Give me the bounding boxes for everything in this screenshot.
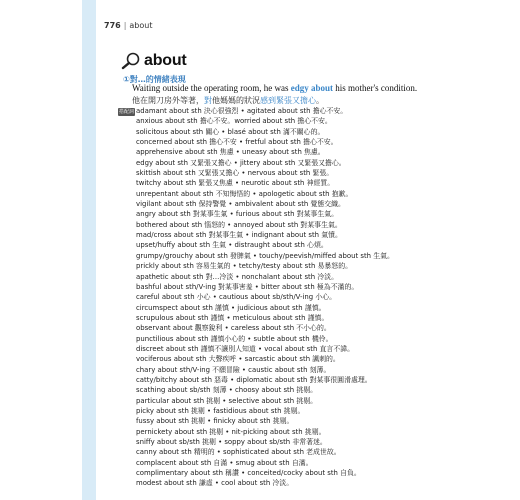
running-head: about	[129, 21, 153, 30]
collocation-line: upset/huffy about sth 生氣 • distraught about sth 心煩。	[136, 241, 328, 250]
example-highlight: edgy about	[290, 83, 334, 93]
collocation-line: complacent about sth 自滿 • smug about sth 自滿。	[136, 458, 313, 467]
collocation-line: chary about sth/V-ing 不願冒險 • caustic about sth 刻薄。	[136, 365, 331, 374]
collocation-line: discreet about sth 謹慎不讓別人知道 • vocal about sth 直言不諱。	[136, 344, 354, 353]
collocation-line: angry about sth 對某事生氣 • furious about sth 對某事生氣。	[136, 210, 339, 219]
collocation-line: circumspect about sth 謹慎 • judicious about sth 謹慎。	[136, 303, 326, 312]
translation-text: 他在開刀房外等著，	[132, 96, 204, 105]
collocation-line: twitchy about sth 緊張又焦慮 • neurotic about sth 神經質。	[136, 179, 335, 188]
collocation-line: scrupulous about sth 謹慎 • meticulous about sth 謹慎。	[136, 313, 329, 322]
book-spine-band	[82, 0, 96, 500]
collocation-line: mad/cross about sth 對某事生氣 • indignant about sth 氣憤。	[136, 231, 342, 240]
collocation-line: sniffy about sb/sth 挑剔 • soppy about sb/sth 非常著迷。	[136, 438, 327, 446]
collocation-line: vociferous about sth 大聲疾呼 • sarcastic about sth 諷刺的。	[136, 355, 340, 364]
translation-text: 他媽媽的狀況	[212, 96, 260, 105]
headword: about	[144, 52, 187, 69]
collocation-line: canny about sth 精明的 • sophisticated about sth 老成世故。	[136, 448, 341, 457]
translation-highlight: 對	[204, 96, 212, 105]
collocation-line: catty/bitchy about sth 惡毒 • diplomatic about sth 對某事很圓滑處理。	[136, 375, 372, 384]
collocation-line: bothered about sth 惱怒的 • annoyed about sth 對某事生氣。	[136, 220, 342, 229]
header-separator: |	[123, 21, 127, 30]
magnifier-icon	[120, 52, 142, 70]
collocation-line: bashful about sth/V-ing 對某事害羞 • bitter about sth 極為不滿的。	[136, 282, 359, 291]
collocation-line: grumpy/grouchy about sth 發脾氣 • touchy/peevish/miffed about sth 生氣。	[136, 251, 394, 260]
collocation-line: skittish about sth 又緊張又擔心 • nervous about sth 緊張。	[136, 169, 334, 178]
collocation-line: complimentary about sth 稱讚 • conceited/cocky about sth 自負。	[136, 469, 361, 478]
collocation-line: adamant about sth 決心很強烈 • agitated about sth 擔心不安。	[136, 107, 348, 115]
collocation-line: fussy about sth 挑剔 • finicky about sth 挑剔。	[136, 417, 294, 426]
collocation-line: particular about sth 挑剔 • selective about sth 挑剔。	[136, 396, 317, 405]
entry-heading	[120, 52, 187, 70]
collocation-line: concerned about sth 擔心不安 • fretful about sth 擔心不安。	[136, 138, 338, 147]
collocation-list	[136, 106, 394, 489]
collocation-line: edgy about sth 又緊張又擔心 • jittery about sth 又緊張又擔心。	[136, 158, 346, 167]
collocation-line: prickly about sth 容易生氣的 • tetchy/testy about sth 易暴怒的。	[136, 262, 352, 271]
collocation-line: apprehensive about sth 焦慮 • uneasy about sth 焦慮。	[136, 148, 325, 157]
collocation-line: solicitous about sth 關心 • blasé about sth 滿不關心的。	[136, 127, 325, 136]
collocation-line: pernickety about sth 挑剔 • nit-picking about sth 挑剔。	[136, 427, 326, 436]
collocation-line: picky about sth 挑剔 • fastidious about sth 挑剔。	[136, 406, 305, 415]
example-sentence	[132, 83, 417, 93]
page-header	[104, 21, 153, 30]
collocation-tag: 搭配詞	[118, 109, 134, 115]
translation-highlight: 感到緊張又擔心	[260, 96, 316, 105]
collocation-line: modest about sth 謙虛 • cool about sth 冷淡。	[136, 479, 294, 488]
collocation-line: punctilious about sth 謹慎小心的 • subtle about sth 機伶。	[136, 334, 333, 343]
collocation-line: unrepentant about sth 不知悔悟的 • apologetic about sth 抱歉。	[136, 189, 353, 198]
page-number: 776	[104, 21, 121, 30]
example-translation	[132, 95, 324, 106]
collocation-line: observant about 觀察銳利 • careless about sth 不小心的。	[136, 324, 331, 333]
collocation-line: vigilant about sth 保持警覺 • ambivalent about sth 覺態交織。	[136, 200, 345, 209]
collocation-line: careful about sth 小心 • cautious about sb/sth/V-ing 小心。	[136, 293, 336, 302]
sense-label: ①對…的情緒表現	[123, 75, 186, 84]
example-text: his mother's condition.	[333, 83, 418, 93]
collocation-line: scathing about sb/sth 刻薄 • choosy about sth 挑剔。	[136, 386, 317, 395]
example-text: Waiting outside the operating room, he was	[132, 83, 291, 93]
collocation-line: apathetic about sth 對…冷淡 • nonchalant about sth 冷淡。	[136, 272, 338, 281]
collocation-line: anxious about sth 擔心不安。worried about sth 擔心不安。	[136, 117, 332, 126]
translation-text: 。	[316, 96, 324, 105]
